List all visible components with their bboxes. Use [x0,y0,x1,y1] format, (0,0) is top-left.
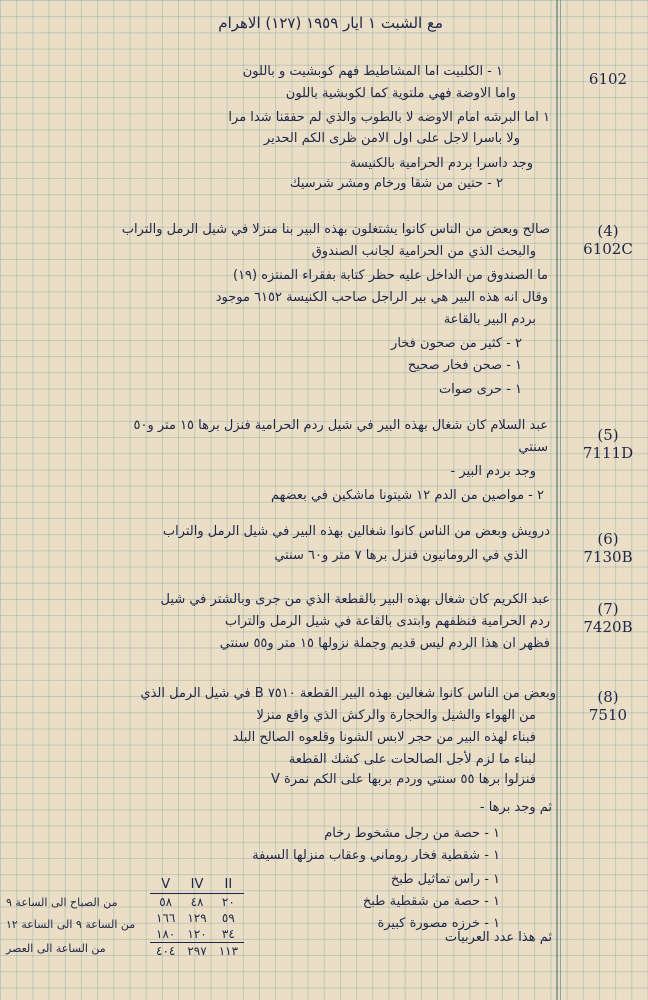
table-cell: ١٢٩ [187,911,207,925]
entry-line: من الهواء والشيل والحجارة والركش الذي واقع منزلا [256,708,536,723]
found-item: ١ - حصة من رجل مشخوط رخام [324,826,500,841]
entry-line: فبناء لهذه البير من حجر لابس الشونا وقلعوه الصالح البلد [232,730,536,745]
found-item: ١ - خرزه مصورة كبيرة [377,916,500,931]
entry-line: بردم البير بالقاعة [443,312,536,327]
entry-id: (6) 7130B [583,530,633,566]
entry-line: ما الصندوق من الداخل عليه حظر كتابة بفقراء المنتزه (١٩) [232,268,548,283]
entry-id: (4) 6102C [583,222,633,258]
entry-line: فنزلوا برها ٥٥ سنتي وردم بربها على الكم نمرة V [270,772,536,787]
tally-label: ثم هذا عدد العربيات [444,930,552,945]
entry-line: وقال انه هذه البير هي بير الراجل صاحب الكنيسة ٦١٥٢ موجود [215,290,548,305]
table-row-total [150,943,244,960]
table-cell: ١٨٠ [150,926,181,943]
table-row [150,894,244,911]
entry-line: ١ - حرى صوات [438,382,522,397]
entry-line: عبد الكريم كان شغال بهذه البير بالقطعة الذي من جرى وبالشتر في شيل [160,592,550,607]
entry-id: (8) 7510 [588,688,628,724]
tally-header-iv: IV [181,876,212,894]
total-cell: ٤٠٤ [156,944,176,958]
entry-line: وجد داسرا بردم الحرامية بالكنيسة [349,156,533,171]
entry-id: (7) 7420B [583,600,633,636]
entry-line: درويش وبعض من الناس كانوا شغالين بهذه البير في شيل الرمل والتراب [162,524,550,539]
margin-rule-inner [560,0,561,1000]
entry-line: وجد بردم البير - [450,464,536,479]
table-cell: ٢٠ [221,895,235,909]
tally-row-desc: من الصباح الى الساعة ٩ [6,896,118,909]
entry-line: وبعض من الناس كانوا شغالين بهذه البير القطعة ٧٥١٠ B في شيل الرمل الذي [140,686,556,701]
entry-id: 6102 [588,70,628,88]
entry-line: ولا باسرا لاجل على اول الامن ظرى الكم الحدير [263,131,520,146]
table-cell: ١٢٠ [181,926,212,943]
tally-header-ii: II [213,876,244,894]
entry-line: ٢ - كثير من صحون فخار [391,336,522,351]
entry-line: الذي في الرومانيون فنزل برها ٧ متر و٦٠ سنتي [274,548,528,563]
entry-line: ١ اما البرشه امام الاوضه لا بالطوب والذي لم حفقنا شدا مرا [228,110,550,125]
entry-line: ٢ - حتين من شقا ورخام ومشر شرسيك [289,176,503,191]
table-row [150,910,244,926]
tally-table [150,876,244,959]
page-header: مع الشبت ١ ايار ١٩٥٩ (١٢٧) الاهرام [218,14,443,32]
entry-line: سنتي [518,440,548,455]
total-cell: ٢٩٧ [187,944,207,958]
table-cell: ١٦٦ [156,911,176,925]
table-cell: ٤٨ [190,895,204,909]
table-cell: ٥٩ [221,911,235,925]
total-cell: ١١٣ [218,944,239,958]
entry-line: والبحث الذي من الحرامية لجانب الصندوق [311,244,536,259]
table-cell: ٣٤ [213,926,244,943]
entry-line: لبناء ما لزم لأجل الصالحات على كشك القطعة [288,752,536,767]
tally-row-desc: من الساعة ٩ الى الساعة ١٢ [6,918,136,931]
entry-line: ١ - صحن فخار صحيح [407,358,522,373]
tally-row-desc: من الساعة الى العصر [6,942,106,955]
entry-line: واما الاوضة فهي ملتوية كما لكوبشية باللون [285,86,516,101]
found-item: ١ - شقطية فخار روماني وعقاب منزلها السيفة [252,848,500,863]
table-cell: ٥٨ [159,895,173,909]
entry-line: فظهر ان هذا الردم ليس قديم وجملة نزولها ١٥ متر و٥٥ سنتي [219,636,550,651]
entry-line: ردم الحرامية فنظفهم وابتدى بالقاعة في شيل الرمل والتراب [224,614,550,629]
table-row [150,926,244,943]
entry-line: ١ - ال‍كلبيت اما المشاطيط فهم كوبشيت و باللون [242,64,503,79]
entry-line: صالح وبعض من الناس كانوا يشتغلون بهذه البير بنا منزلا في شيل الرمل والتراب [121,222,550,237]
entry-line: عبد السلام كان شغال بهذه البير في شيل ردم الحرامية فنزل برها ١٥ متر و٥٠ [133,418,548,433]
found-item: ١ - حصة من شقطية طبخ [362,894,500,909]
found-item: ١ - راس تماثيل طبخ [390,872,500,887]
margin-rule [556,0,558,1000]
entry-id: (5) 7111D [582,426,634,462]
found-label: ثم وجد برها - [479,800,552,815]
tally-header-v: V [150,876,181,894]
entry-line: ٢ - مواصين من الدم ١٢ شيتونا ماشكين في بعضهم [271,488,544,503]
